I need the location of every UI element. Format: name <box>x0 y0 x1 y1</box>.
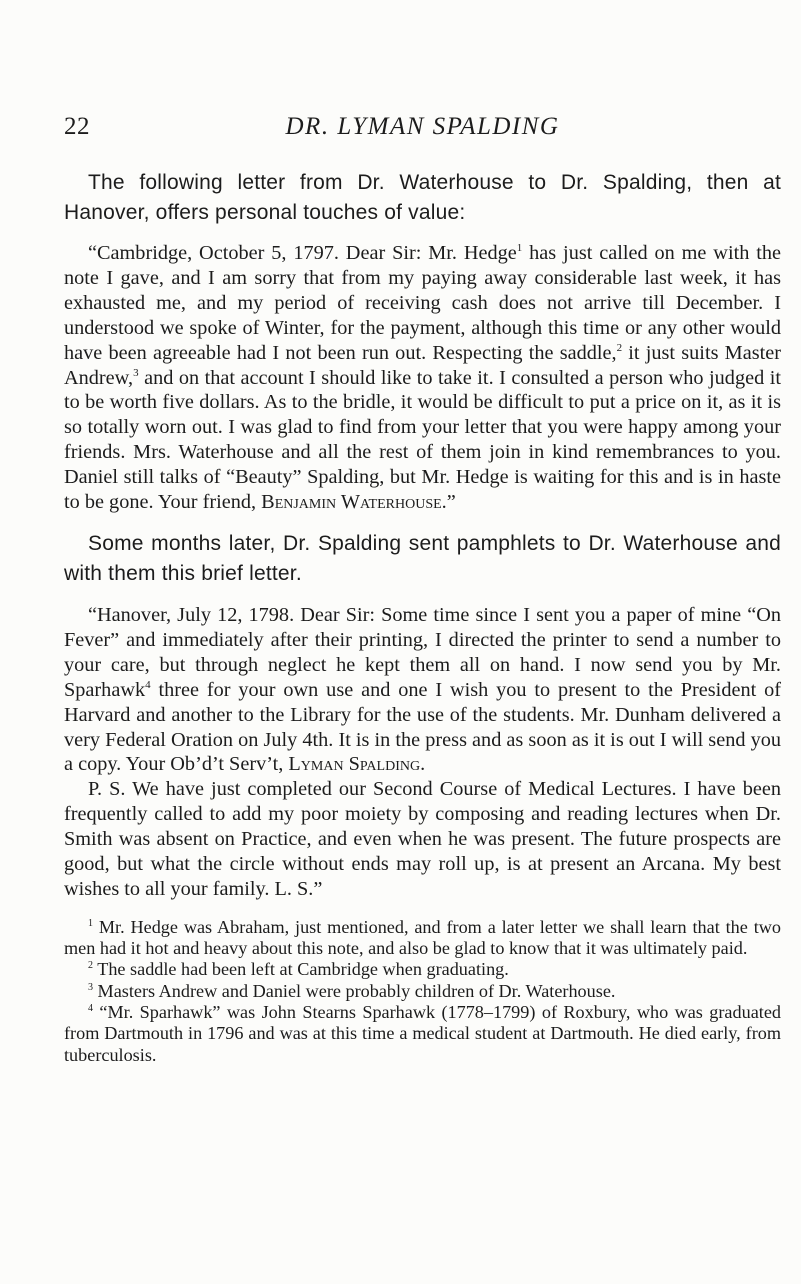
signature-waterhouse: Benjamin Waterhouse <box>261 491 442 514</box>
intro-paragraph: The following letter from Dr. Waterhouse to Dr. Spalding, then at Hanover, offers personal touches of value: <box>64 171 781 224</box>
footnote-ref-4: 4 <box>145 678 151 691</box>
footnotes <box>64 917 781 1066</box>
footnote-ref-3: 3 <box>133 366 139 379</box>
letter-waterhouse: “Cambridge, October 5, 1797. Dear Sir: Mr. Hedge$^1$ has just called on me with the note I gave, and I am sorry that from my paying away considerable last week, it has exhausted me, and my period of receiving cash does not arrive till December. I understood we spoke of Winter, for the payment, although this time or any other would have been agreeable had I not been run out. Respecting the saddle,$^2$ it just suits Master Andrew,$^3$ and on that account I should like to take it. I consulted a person who judged it to be worth five dollars. As to the bridle, it would be difficult to put a price on it, as it is so totally worn out. I was glad to find from your letter that you were happy among your friends. Mrs. Waterhouse and all the rest of them join in kind remembrances to you. Daniel still talks of “Beauty” Spalding, but Mr. Hedge is waiting for this and is in haste to be gone. Your friend, Benjamin Waterhouse.” <box>64 242 781 514</box>
footnote: $^2$ The saddle had been left at Cambridge when graduating. <box>88 959 509 980</box>
letter-spalding: “Hanover, July 12, 1798. Dear Sir: Some time since I sent you a paper of mine “On Fever” and immediately after their printing, I directed the printer to send a number to your care, but through neglect he kept them all on hand. I now send you by Mr. Sparhawk$^4$ three for your own use and one I wish you to present to the President of Harvard and another to the Library for the use of the students. Mr. Dunham delivered a very Federal Oration on July 4th. It is in the press and as soon as it is out I will send you a copy. Your Ob’d’t Serv’t, Lyman Spalding. <box>64 603 781 776</box>
signature-spalding: Lyman Spalding <box>288 753 421 776</box>
page-number: 22 <box>64 113 90 140</box>
page-body <box>64 168 781 1066</box>
footnote: $^4$ “Mr. Sparhawk” was John Stearns Sparhawk (1778–1799) of Roxbury, who was graduated from Dartmouth in 1796 and was at this time a medical student at Dartmouth. He died early, from tuberculosis. <box>64 1002 781 1065</box>
footnote-ref-2: 2 <box>616 341 623 354</box>
page-header <box>64 113 781 143</box>
running-head: DR. LYMAN SPALDING <box>285 113 560 140</box>
footnote-ref-1: 1 <box>516 242 523 254</box>
footnote: $^3$ Masters Andrew and Daniel were probably children of Dr. Waterhouse. <box>88 980 616 1001</box>
footnote: $^1$ Mr. Hedge was Abraham, just mentioned, and from a later letter we shall learn that the two men had it hot and heavy about this note, and also be glad to know that it was ultimately paid. <box>64 916 781 959</box>
postscript: P. S. We have just completed our Second Course of Medical Lectures. I have been frequently called to add my poor moiety by composing and reading lectures when Dr. Smith was absent on Practice, and even when he was present. The future prospects are good, but what the circle without ends may roll up, is at present an Arcana. My best wishes to all your family. L. S.” <box>64 778 781 900</box>
transition-paragraph: Some months later, Dr. Spalding sent pamphlets to Dr. Waterhouse and with them this brief letter. <box>64 531 781 585</box>
